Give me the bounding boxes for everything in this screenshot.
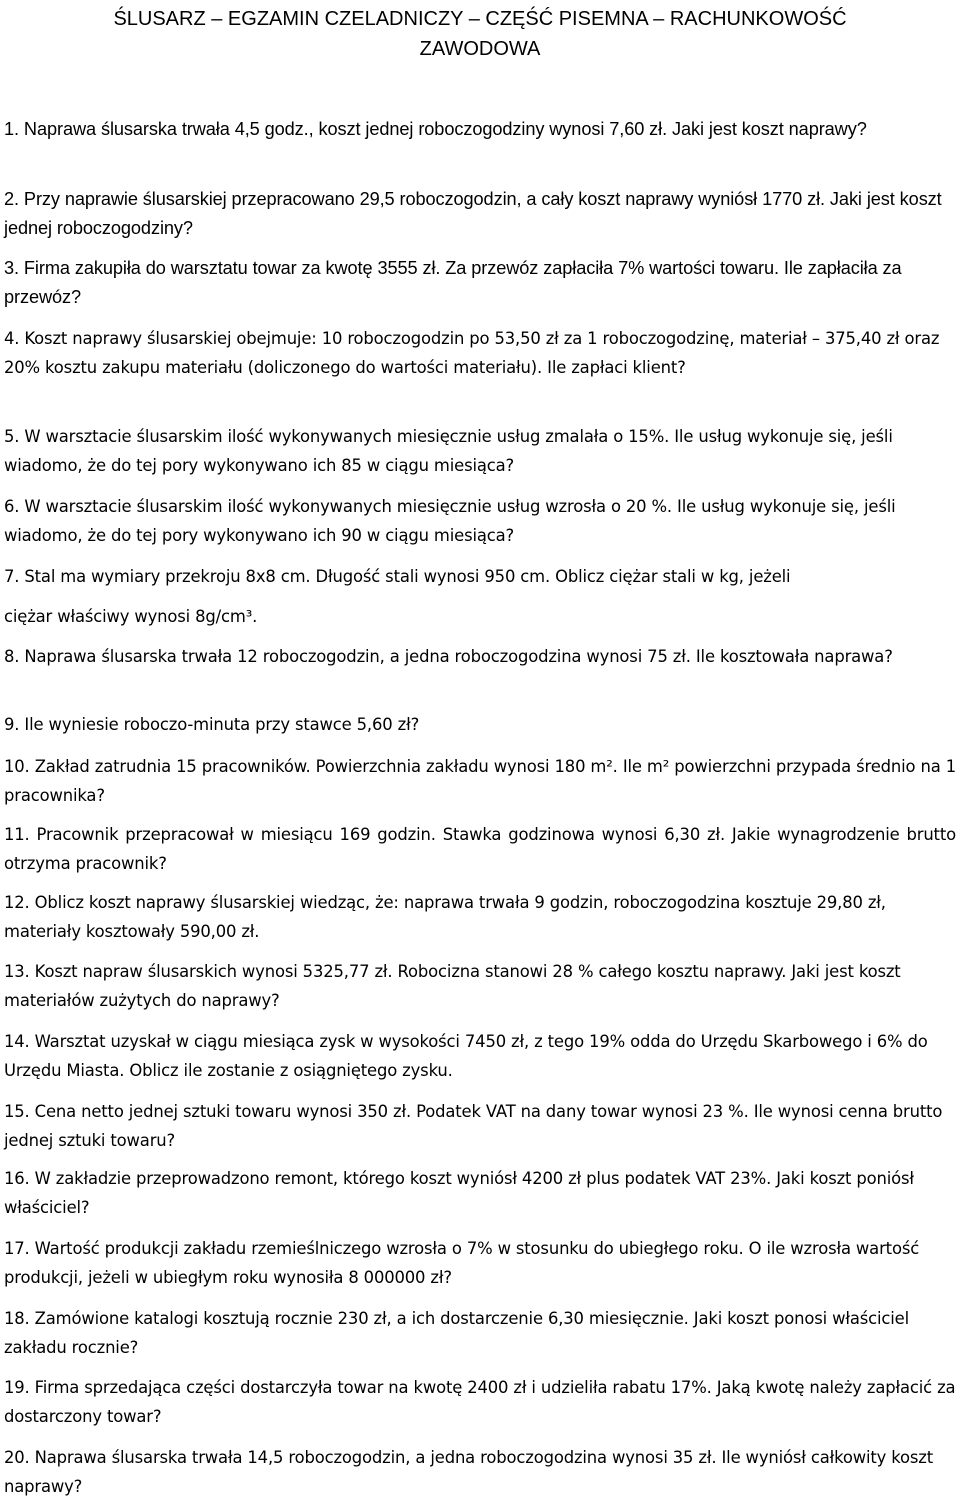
question-16: 16. W zakładzie przeprowadzono remont, którego koszt wyniósł 4200 zł plus podatek VAT 23%. Jaki koszt poniósł właściciel? (4, 1169, 914, 1217)
question-8: 8. Naprawa ślusarska trwała 12 roboczogodzin, a jedna roboczogodzina wynosi 75 zł. Ile kosztowała naprawa? (4, 647, 893, 666)
question-17: 17. Wartość produkcji zakładu rzemieślniczego wzrosła o 7% w stosunku do ubiegłego roku. O ile wzrosła wartość produkcji, jeżeli w ubiegłym roku wynosiła 8 000000 zł? (4, 1239, 920, 1287)
question-11: 11. Pracownik przepracował w miesiącu 169 godzin. Stawka godzinowa wynosi 6,30 zł. Jakie wynagrodzenie brutto otrzyma pracownik? (4, 825, 956, 873)
question-6: 6. W warsztacie ślusarskim ilość wykonywanych miesięcznie usług wzrosła o 20 %. Ile usług wykonuje się, jeśli wiadomo, że do tej pory wykonywano ich 90 w ciągu miesiąca? (4, 497, 896, 545)
question-14: 14. Warsztat uzyskał w ciągu miesiąca zysk w wysokości 7450 zł, z tego 19% odda do Urzędu Skarbowego i 6% do Urzędu Miasta. Oblicz ile zostanie z osiągniętego zysku. (4, 1032, 928, 1080)
question-12: 12. Oblicz koszt naprawy ślusarskiej wiedząc, że: naprawa trwała 9 godzin, roboczogodzina kosztuje 29,80 zł, materiały kosztowały 590,00 zł. (4, 893, 886, 941)
title-line-1: ŚLUSARZ – EGZAMIN CZELADNICZY – CZĘŚĆ PISEMNA – RACHUNKOWOŚĆ (113, 8, 847, 30)
question-9: 9. Ile wyniesie roboczo-minuta przy stawce 5,60 zł? (4, 715, 420, 734)
question-15: 15. Cena netto jednej sztuki towaru wynosi 350 zł. Podatek VAT na dany towar wynosi 23 %. Ile wynosi cenna brutto jednej sztuki towaru? (4, 1102, 943, 1150)
question-19: 19. Firma sprzedająca części dostarczyła towar na kwotę 2400 zł i udzieliła rabatu 17%. Jaką kwotę należy zapłacić za dostarczony towar? (4, 1378, 956, 1426)
question-13: 13. Koszt napraw ślusarskich wynosi 5325,77 zł. Robocizna stanowi 28 % całego kosztu naprawy. Jaki jest koszt materiałów zużytych do naprawy? (4, 962, 901, 1010)
question-1: 1. Naprawa ślusarska trwała 4,5 godz., koszt jednej roboczogodziny wynosi 7,60 zł. Jaki jest koszt naprawy? (4, 119, 867, 139)
question-10: 10. Zakład zatrudnia 15 pracowników. Powierzchnia zakładu wynosi 180 m². Ile m² powierzchni przypada średnio na 1 pracownika? (4, 757, 956, 805)
question-7: 7. Stal ma wymiary przekroju 8x8 cm. Długość stali wynosi 950 cm. Oblicz ciężar stali w kg, jeżeli (4, 567, 791, 586)
document-title (0, 4, 960, 64)
question-4: 4. Koszt naprawy ślusarskiej obejmuje: 10 roboczogodzin po 53,50 zł za 1 roboczogodzinę, materiał – 375,40 zł oraz 20% kosztu zakupu materiału (doliczonego do wartości materiału). Ile zapłaci klient? (4, 329, 940, 377)
question-2: 2. Przy naprawie ślusarskiej przepracowano 29,5 roboczogodzin, a cały koszt naprawy wyniósł 1770 zł. Jaki jest koszt jednej roboczogodziny? (4, 189, 942, 238)
question-3: 3. Firma zakupiła do warsztatu towar za kwotę 3555 zł. Za przewóz zapłaciła 7% wartości towaru. Ile zapłaciła za przewóz? (4, 258, 902, 307)
question-18: 18. Zamówione katalogi kosztują rocznie 230 zł, a ich dostarczenie 6,30 miesięcznie. Jaki koszt ponosi właściciel zakładu rocznie? (4, 1309, 910, 1357)
question-20: 20. Naprawa ślusarska trwała 14,5 roboczogodzin, a jedna roboczogodzina wynosi 35 zł. Ile wyniósł całkowity koszt naprawy? (4, 1448, 934, 1496)
question-5: 5. W warsztacie ślusarskim ilość wykonywanych miesięcznie usług zmalała o 15%. Ile usług wykonuje się, jeśli wiadomo, że do tej pory wykonywano ich 85 w ciągu miesiąca? (4, 427, 893, 475)
question-7-continued: ciężar właściwy wynosi 8g/cm³. (4, 607, 258, 626)
title-line-2: ZAWODOWA (419, 38, 541, 60)
